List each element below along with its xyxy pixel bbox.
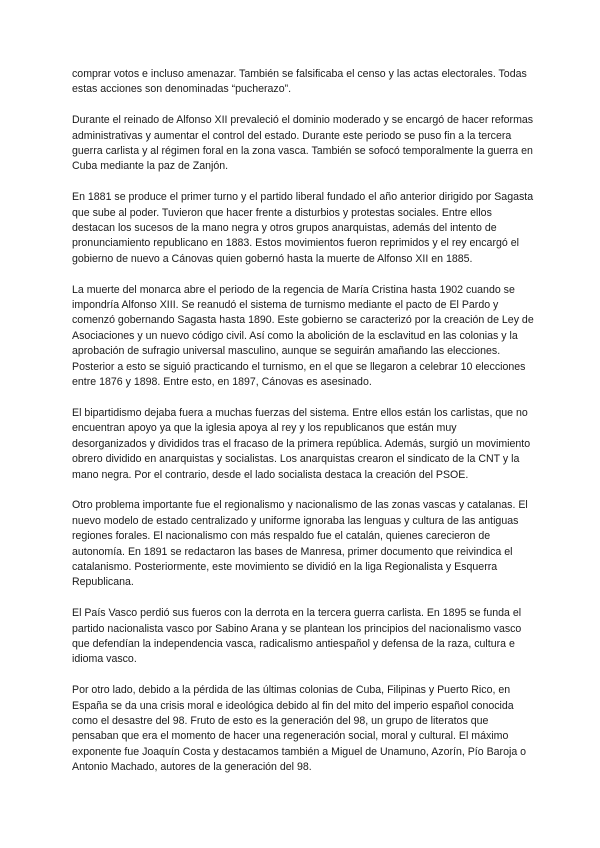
paragraph-pais-vasco: El País Vasco perdió sus fueros con la derrota en la tercera guerra carlista. En 1895 se funda el partido nacionalista vasco por Sabino Arana y se plantean los principios del nacionalismo vasco que defendían la independencia vasca, radicalismo antiespañol y defensa de la raza, cultura e idioma vasco. [72,607,522,666]
paragraph-regencia: La muerte del monarca abre el periodo de la regencia de María Cristina hasta 1902 cuando se impondría Alfonso XIII. Se reanudó el sistema de turnismo mediante el pacto de El Pardo y comenzó gobernando Sagasta hasta 1890. Este gobierno se caracterizó por la creación de Ley de Asociaciones y un nuevo código civil. Así como la abolición de la esclavitud en las colonias y la aprobación de sufragio universal masculino, aunque se seguirán amañando las elecciones. Posterior a esto se siguió practicando el turnismo, en el que se llegaron a celebrar 10 elecciones entre 1876 y 1898. Entre esto, en 1897, Cánovas es asesinado. [72,283,534,389]
paragraph-bipartidismo: El bipartidismo dejaba fuera a muchas fuerzas del sistema. Entre ellos están los carlistas, que no encuentran apoyo ya que la iglesia apoya al rey y los republicanos que están muy desorganizados y divididos tras el fracaso de la primera república. Además, surgió un movimiento obrero dividido en anarquistas y socialistas. Los anarquistas crearon el sindicato de la CNT y la mano negra. Por el contrario, desde el lado socialista destaca la creación del PSOE. [72,406,531,481]
paragraph-1881-turno: En 1881 se produce el primer turno y el partido liberal fundado el año anterior dirigido por Sagasta que sube al poder. Tuvieron que hacer frente a disturbios y protestas sociales. Entre ellos destacan los sucesos de la mano negra y otros grupos anarquistas, además del intento de pronunciamiento republicano en 1883. Estos movimientos fueron reprimidos y el rey encargó el gobierno de nuevo a Cánovas quien gobernó hasta la muerte de Alfonso XII en 1885. [72,191,534,265]
paragraph-pucherazo: comprar votos e incluso amenazar. También se falsificaba el censo y las actas electorales. Todas estas acciones son denominadas “pucherazo”. [72,68,527,96]
paragraph-alfonso-xii: Durante el reinado de Alfonso XII prevaleció el dominio moderado y se encargó de hacer reformas administrativas y aumentar el control del estado. Durante este periodo se puso fin a la tercera guerra carlista y al régimen foral en la zona vasca. También se sofocó temporalmente la guerra en Cuba mediante la paz de Zanjón. [72,114,534,173]
paragraph-regionalismo: Otro problema importante fue el regionalismo y nacionalismo de las zonas vascas y catalanas. El nuevo modelo de estado centralizado y uniforme ignoraba las lenguas y cultura de las antiguas regiones forales. El nacionalismo con más respaldo fue el catalán, quienes carecieron de autonomía. En 1891 se redactaron las bases de Manresa, primer documento que reivindica el catalanismo. Posteriormente, este movimiento se dividió en la liga Regionalista y Esquerra Republicana. [72,499,528,589]
paragraph-desastre-98: Por otro lado, debido a la pérdida de las últimas colonias de Cuba, Filipinas y Puerto Rico, en España se da una crisis moral e ideológica debido al fin del mito del imperio español conocida como el desastre del 98. Fruto de esto es la generación del 98, un grupo de literatos que pensaban que era el momento de hacer una regeneración social, moral y cultural. El máximo exponente fue Joaquín Costa y destacamos también a Miguel de Unamuno, Azorín, Pío Baroja o Antonio Machado, autores de la generación del 98. [72,684,527,774]
document-body [72,67,534,791]
